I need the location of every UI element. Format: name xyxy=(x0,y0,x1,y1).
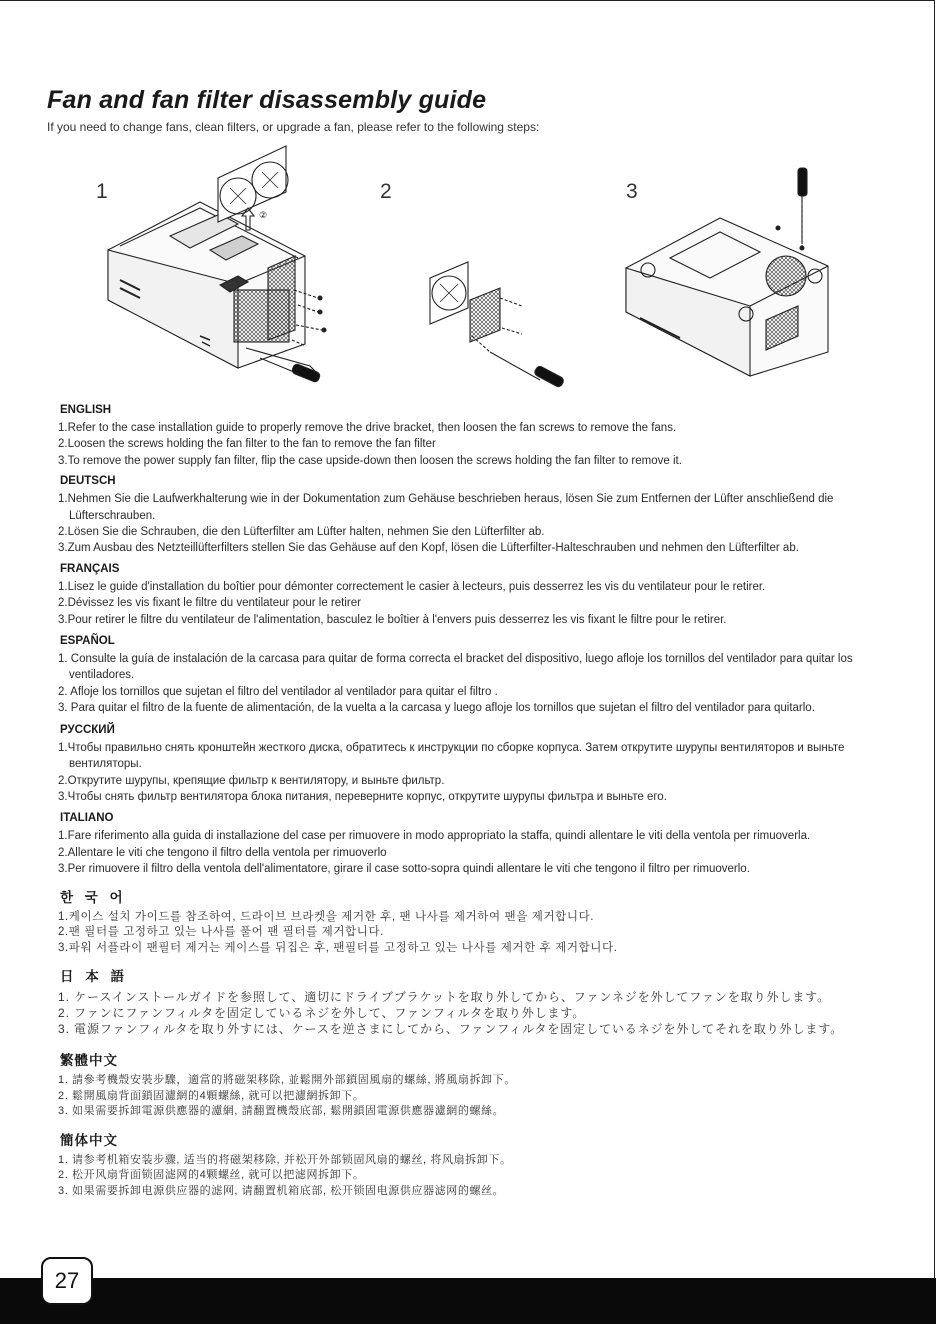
section-francais xyxy=(58,563,918,628)
step-item: 1.Refer to the case installation guide to properly remove the drive bracket, then loosen the fan screws to remove the fans. xyxy=(58,422,677,434)
section-heading: 日 本 語 xyxy=(60,969,129,985)
step-list xyxy=(58,740,918,806)
step-item: 2.Открутите шурупы, крепящие фильтр к вентилятору, и выньте фильтр. xyxy=(58,774,445,787)
section-heading: DEUTSCH xyxy=(60,475,116,488)
step-item: 1. 請參考機殼安裝步驟，適當的將磁架移除, 並鬆開外部鎖固風扇的螺絲, 將風扇拆卸下。 xyxy=(58,1074,516,1087)
step-item: 2. 松开风扇背面锁固滤网的4颗螺丝, 就可以把滤网拆卸下。 xyxy=(58,1169,365,1182)
section-heading: 繁體中文 xyxy=(60,1053,118,1069)
step-list xyxy=(58,910,918,957)
step-item: 1.Nehmen Sie die Laufwerkhalterung wie in der Dokumentation zum Gehäuse beschrieben heraus, lösen Sie zum Entfernen der Lüfter anschließend die Lüfterschrauben. xyxy=(58,493,834,522)
screwdriver-1-drawing xyxy=(260,358,321,383)
step-item: 1.Чтобы правильно снять кронштейн жесткого диска, обратитесь к инструкции по сборке корпуса. Затем открутите шурупы вентиляторов и выньте вентиляторы. xyxy=(58,741,845,771)
step-number-1: 1 xyxy=(96,180,108,203)
step-item: 3.To remove the power supply fan filter, flip the case upside-down then loosen the screws holding the fan filter to remove it. xyxy=(58,454,682,467)
disassembly-illustrations xyxy=(60,140,880,402)
step-list xyxy=(58,1153,918,1200)
step-item: 1.Lisez le guide d'installation du boîtier pour démonter correctement le casier à lecteurs, puis desserrez les vis du ventilateur pour le retirer. xyxy=(58,580,766,593)
footer-band xyxy=(0,1278,936,1324)
section-russian xyxy=(58,724,918,806)
step-item: 2. 鬆開風扇背面鎖固濾網的4顆螺絲, 就可以把濾網拆卸下。 xyxy=(58,1089,365,1102)
section-deutsch xyxy=(58,475,918,557)
step-item: 3.Zum Ausbau des Netzteillüfterfilters stellen Sie das Gehäuse auf den Kopf, lösen die Lüfterfilter-Halteschrauben und nehmen den Lüfterfilter ab. xyxy=(58,542,799,555)
section-italiano xyxy=(58,812,918,877)
step-item: 3. 如果需要拆卸电源供应器的滤网, 请翻置机箱底部, 松开锁固电源供应器滤网的螺丝。 xyxy=(58,1184,505,1197)
step-item: 1.케이스 설치 가이드를 참조하여, 드라이브 브라켓을 제거한 후, 팬 나사를 제거하여 팬을 제거합니다. xyxy=(58,910,595,923)
section-korean xyxy=(58,886,918,957)
page-subtitle: If you need to change fans, clean filters, or upgrade a fan, please refer to the following steps: xyxy=(47,120,540,134)
section-espanol xyxy=(58,635,918,717)
step-list xyxy=(58,579,918,628)
instructions xyxy=(58,404,918,1199)
step-item: 1. ケースインストールガイドを参照して、適切にドライブブラケットを取り外してから、ファンネジを外してファンを取り外します。 xyxy=(58,990,830,1005)
step-list xyxy=(58,491,918,557)
step-item: 2. ファンにファンフィルタを固定しているネジを外して、ファンフィルタを取り外します。 xyxy=(58,1006,586,1021)
step1-open-case-illustration xyxy=(60,140,880,402)
step-item: 3.Pour retirer le filtre du ventilateur de l'alimentation, basculez le boîtier à l'envers puis desserrez les vis fixant le filtre pour le retirer. xyxy=(58,613,727,626)
step-item: 1.Fare riferimento alla guida di installazione del case per rimuovere in modo appropriato la staffa, quindi allentare le viti della ventola per rimuoverla. xyxy=(58,830,811,843)
section-heading: ENGLISH xyxy=(60,404,112,416)
section-heading: ESPAÑOL xyxy=(60,635,115,648)
step-number-2: 2 xyxy=(380,180,392,203)
step-item: 3. 如果需要拆卸電源供應器的濾網, 請翻置機殼底部, 鬆開鎖固電源供應器濾網的螺絲。 xyxy=(58,1105,505,1118)
step-item: 3. 電源ファンフィルタを取り外すには、ケースを逆さまにしてから、ファンフィルタを固定しているネジを外してそれを取り外します。 xyxy=(58,1022,844,1037)
section-heading: РУССКИЙ xyxy=(60,723,115,736)
step-list xyxy=(58,1073,918,1120)
section-traditional-chinese xyxy=(58,1049,918,1120)
step-list xyxy=(58,989,918,1037)
step-list xyxy=(58,828,918,877)
step-item: 2.Loosen the screws holding the fan filter to the fan to remove the fan filter xyxy=(58,438,436,451)
section-simplified-chinese xyxy=(58,1129,918,1200)
section-japanese xyxy=(58,965,918,1037)
step-item: 3.Чтобы снять фильтр вентилятора блока питания, переверните корпус, открутите шурупы фильтра и выньте его. xyxy=(58,790,667,803)
step-list xyxy=(58,420,918,469)
callout-2: ② xyxy=(259,210,268,220)
case-open-drawing xyxy=(108,202,326,374)
step-list xyxy=(58,651,918,717)
step-item: 1. Consulte la guía de instalación de la carcasa para quitar de forma correcta el bracket del dispositivo, luego afloje los tornillos del ventilador para quitar los ventiladores. xyxy=(58,653,853,682)
fan-pair-drawing xyxy=(218,146,288,230)
callout-1: ① xyxy=(294,366,303,376)
page-top-rule xyxy=(0,0,934,1)
step-item: 2. Afloje los tornillos que sujetan el filtro del ventilador al ventilador para quitar el filtro . xyxy=(58,685,498,698)
section-heading: ITALIANO xyxy=(60,812,114,825)
step-item: 3.파워 서플라이 팬필터 제거는 케이스를 뒤집은 후, 팬필터를 고정하고 있는 나사를 제거한 후 제거합니다. xyxy=(58,941,618,954)
fan-and-filter-drawing xyxy=(430,262,565,388)
step-item: 2.팬 필터를 고정하고 있는 나사를 풀어 팬 필터를 제거합니다. xyxy=(58,926,384,939)
step-item: 3.Per rimuovere il filtro della ventola dell'alimentatore, girare il case sotto-sopra quindi allentare le viti che tengono il filtro per rimuoverlo. xyxy=(58,863,750,876)
step-item: 2.Dévissez les vis fixant le filtre du ventilateur pour le retirer xyxy=(58,597,361,610)
section-english xyxy=(58,404,918,469)
step-item: 2.Lösen Sie die Schrauben, die den Lüfterfilter am Lüfter halten, nehmen Sie den Lüfterfilter ab. xyxy=(58,526,545,539)
page-title: Fan and fan filter disassembly guide xyxy=(47,86,487,114)
page-right-rule xyxy=(934,0,935,1290)
step-item: 2.Allentare le viti che tengono il filtro della ventola per rimuoverlo xyxy=(58,846,387,859)
page-number: 27 xyxy=(54,1268,80,1293)
page-number-badge xyxy=(41,1257,93,1305)
section-heading: FRANÇAIS xyxy=(60,562,120,575)
section-heading: 簡体中文 xyxy=(60,1132,118,1148)
step-item: 3. Para quitar el filtro de la fuente de alimentación, de la vuelta a la carcasa y luego afloje los tornillos que sujetan el filtro del ventilador para quitarlo. xyxy=(58,702,815,715)
step-item: 1. 请参考机箱安装步骤, 适当的将磁架移除, 并松开外部锁固风扇的螺丝, 将风扇拆卸下。 xyxy=(58,1153,512,1166)
section-heading: 한 국 어 xyxy=(60,889,127,905)
step-number-3: 3 xyxy=(626,180,638,203)
upside-down-case-drawing xyxy=(626,168,828,376)
